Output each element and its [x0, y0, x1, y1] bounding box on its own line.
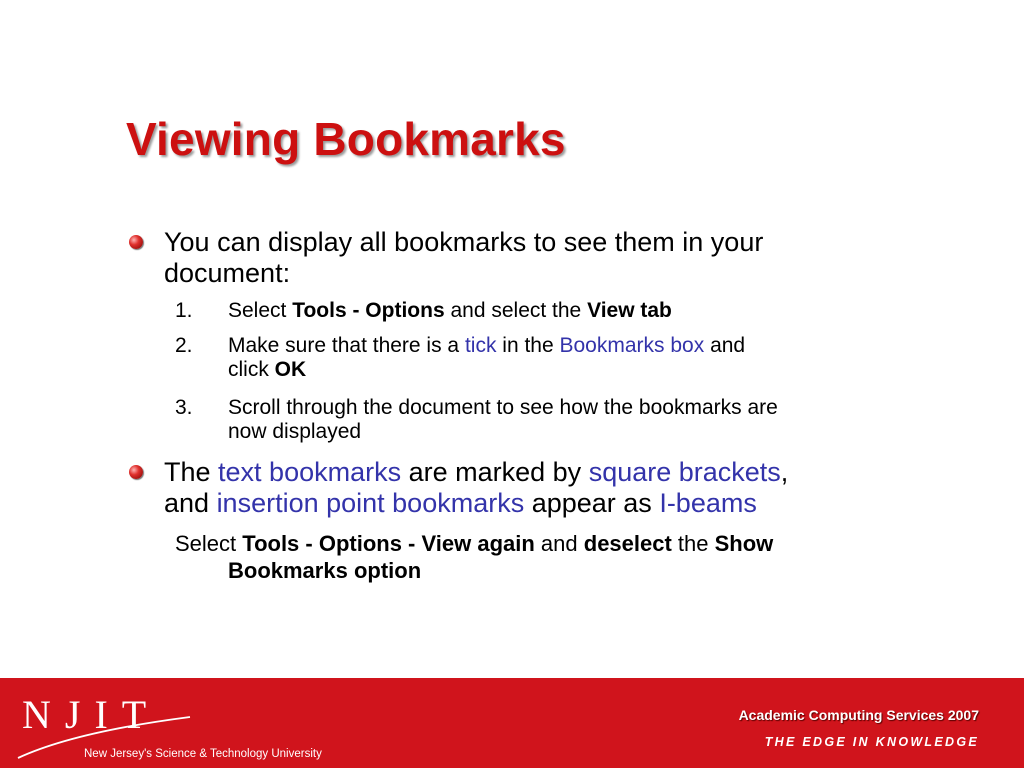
text-run-highlight: I-beams — [659, 488, 757, 518]
text-run-highlight: text bookmarks — [218, 457, 402, 487]
text-run-bold: OK — [274, 358, 307, 381]
bullet-text-line — [164, 488, 964, 519]
text-run-highlight: Bookmarks box — [559, 334, 705, 357]
text-run: and — [534, 531, 584, 556]
step-number: 2. — [175, 334, 193, 357]
step-text — [228, 334, 988, 382]
text-run-highlight: tick — [464, 334, 497, 357]
bullet-icon — [129, 465, 143, 479]
text-run: Make sure that there is a — [228, 334, 465, 357]
text-run-highlight: square brackets — [588, 457, 781, 487]
bullet-text-line: document: — [164, 258, 291, 288]
text-run-bold: Show — [714, 531, 774, 556]
bullet-item — [164, 227, 964, 289]
bullet-text-line — [164, 457, 964, 488]
text-run: Select — [175, 531, 243, 556]
text-run: click — [228, 358, 275, 381]
text-run-bold: Tools - Options - View again — [242, 531, 535, 556]
step-number: 3. — [175, 396, 193, 419]
text-run: and — [164, 488, 217, 518]
text-run: , — [780, 457, 789, 487]
step-text — [228, 396, 988, 444]
sub-note-line — [175, 530, 975, 557]
text-run: the — [671, 531, 715, 556]
text-run-bold: Tools - Options — [292, 299, 445, 322]
sub-note-line: Bookmarks option — [228, 558, 422, 583]
text-run: are marked by — [401, 457, 589, 487]
footer-credit: Academic Computing Services 2007 — [738, 707, 979, 723]
text-run-bold: View tab — [587, 299, 672, 322]
text-run: The — [164, 457, 219, 487]
footer-tagline: THE EDGE IN KNOWLEDGE — [764, 735, 979, 749]
step-text-line: Scroll through the document to see how the bookmarks are — [228, 396, 778, 419]
bullet-text-line: You can display all bookmarks to see them in your — [164, 227, 764, 257]
step-text-line — [228, 334, 988, 358]
logo-subtitle: New Jersey's Science & Technology University — [84, 748, 322, 760]
footer-bar — [0, 678, 1024, 768]
sub-note — [175, 530, 975, 584]
text-run: Select — [228, 299, 293, 322]
text-run: and — [704, 334, 746, 357]
text-run: appear as — [524, 488, 660, 518]
step-text — [228, 299, 988, 323]
bullet-item — [164, 457, 964, 519]
text-run: and select the — [444, 299, 588, 322]
slide-title: Viewing Bookmarks — [126, 113, 566, 165]
text-run-highlight: insertion point bookmarks — [216, 488, 525, 518]
step-text-line — [228, 358, 988, 382]
logo-letters: NJIT — [22, 692, 161, 737]
text-run-bold: deselect — [583, 531, 672, 556]
text-run: in the — [496, 334, 560, 357]
step-number: 1. — [175, 299, 193, 322]
njit-logo — [14, 686, 374, 764]
step-text-line: now displayed — [228, 420, 362, 443]
bullet-icon — [129, 235, 143, 249]
